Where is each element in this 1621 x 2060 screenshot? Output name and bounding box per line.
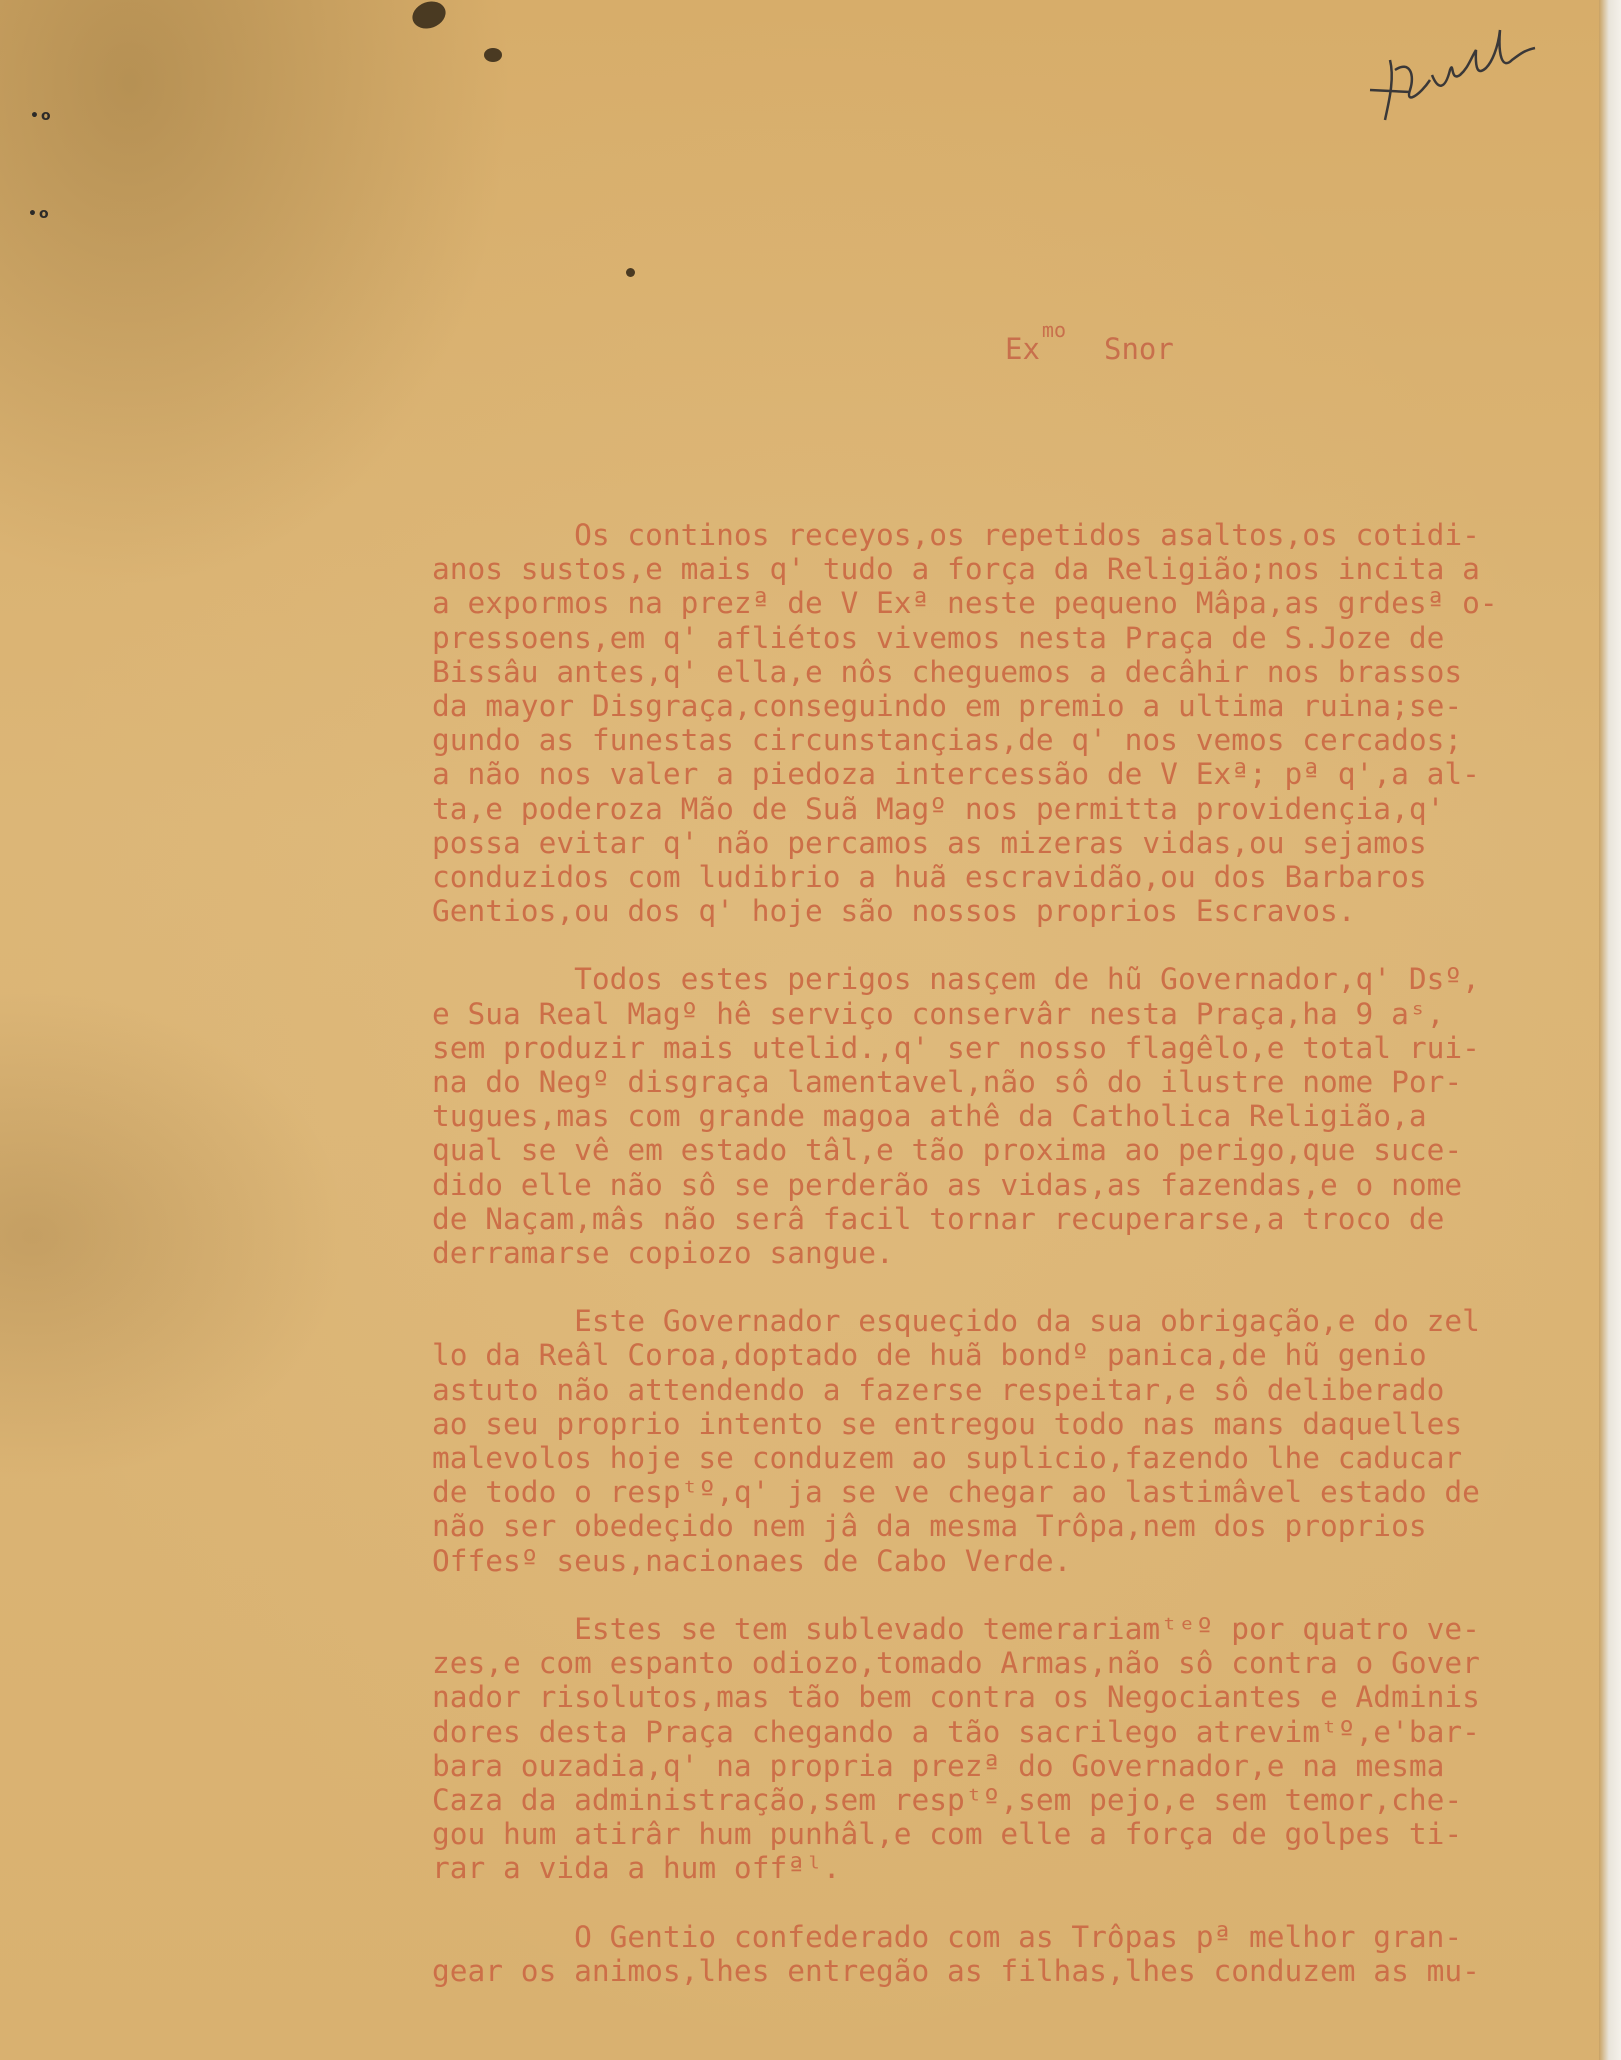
text-line: Estes se tem sublevado temerariamᵗᵉº por quatro ve- — [432, 1611, 1480, 1646]
text-line: O Gentio confederado com as Trôpas pª melhor gran- — [432, 1919, 1463, 1954]
margin-mark: •o — [28, 206, 51, 222]
text-line: dido elle não sô se perderão as vidas,as fazendas,e o nome — [432, 1167, 1463, 1202]
text-line: pressoens,em q' afliétos vivemos nesta Praça de S.Joze de — [432, 620, 1445, 655]
text-line: e Sua Real Magº hê serviço conservâr nesta Praça,ha 9 aˢ, — [432, 996, 1445, 1031]
text-line: lo da Reâl Coroa,doptado de huã bondº panica,de hũ genio — [432, 1338, 1427, 1373]
salutation-superscript: mo — [1041, 318, 1067, 342]
margin-mark: •o — [30, 108, 53, 124]
ink-blot — [409, 0, 450, 33]
text-line: anos sustos,e mais q' tudo a força da Religião;nos incita a — [432, 552, 1480, 587]
text-line: na do Negº disgraça lamentavel,não sô do ilustre nome Por- — [432, 1065, 1463, 1100]
ink-blot — [484, 48, 502, 62]
text-line: Este Governador esqueçido da sua obrigação,e do zel — [432, 1304, 1480, 1339]
text-line: zes,e com espanto odiozo,tomado Armas,não sô contra o Gover — [432, 1646, 1480, 1681]
text-line: rar a vida a hum offªˡ. — [432, 1851, 841, 1886]
paragraph — [432, 518, 1612, 928]
salutation-main: Ex — [1005, 332, 1040, 366]
text-line: conduzidos com ludibrio a huã escravidão,ou dos Barbaros — [432, 860, 1427, 895]
text-line: não ser obedeçido nem jâ da mesma Trôpa,nem dos proprios — [432, 1509, 1427, 1544]
text-line: gundo as funestas circunstançias,de q' nos vemos cercados; — [432, 723, 1463, 758]
text-line: gear os animos,lhes entregão as filhas,lhes conduzem as mu- — [432, 1953, 1480, 1988]
text-line: dores desta Praça chegando a tão sacrilego atrevimᵗº,e'bar- — [432, 1714, 1480, 1749]
paragraph — [432, 1612, 1612, 1886]
text-line: nador risolutos,mas tão bem contra os Negociantes e Adminis — [432, 1680, 1480, 1715]
text-line: ta,e poderoza Mão de Suã Magº nos permitta providençia,q' — [432, 791, 1445, 826]
paragraph — [432, 962, 1612, 1270]
text-line: astuto não attendendo a fazerse respeitar,e sô deliberado — [432, 1372, 1445, 1407]
paragraph — [432, 1920, 1612, 1988]
text-line: derramarse copiozo sangue. — [432, 1236, 894, 1271]
text-line: sem produzir mais utelid.,q' ser nosso flagêlo,e total rui- — [432, 1030, 1480, 1065]
text-line: possa evitar q' não percamos as mizeras vidas,ou sejamos — [432, 825, 1427, 860]
text-line: malevolos hoje se conduzem ao suplicio,fazendo lhe caducar — [432, 1441, 1463, 1476]
ink-blot — [626, 268, 635, 277]
text-line: bara ouzadia,q' na propria prezª do Governador,e na mesma — [432, 1748, 1445, 1783]
text-line: de todo o respᵗº,q' ja se ve chegar ao lastimâvel estado de — [432, 1475, 1480, 1510]
text-line: da mayor Disgraça,conseguindo em premio a ultima ruina;se- — [432, 689, 1463, 724]
text-line: ao seu proprio intento se entregou todo nas mans daquelles — [432, 1406, 1463, 1441]
text-line: Gentios,ou dos q' hoje são nossos proprios Escravos. — [432, 894, 1356, 929]
text-line: Bissâu antes,q' ella,e nôs cheguemos a decâhir nos brassos — [432, 654, 1463, 689]
text-line: Caza da administração,sem respᵗº,sem pejo,e sem temor,che- — [432, 1782, 1463, 1817]
handwritten-signature — [1350, 20, 1560, 130]
text-line: Offesº seus,nacionaes de Cabo Verde. — [432, 1543, 1072, 1578]
paragraph — [432, 1304, 1612, 1578]
text-line: Os continos receyos,os repetidos asaltos,os cotidi- — [432, 518, 1480, 552]
text-line: Todos estes perigos nasçem de hũ Governador,q' Dsº, — [432, 962, 1480, 997]
text-line: tugues,mas com grande magoa athê da Catholica Religião,a — [432, 1099, 1427, 1134]
text-line: gou hum atirâr hum punhâl,e com elle a força de golpes ti- — [432, 1817, 1463, 1852]
text-line: de Naçam,mâs não serâ facil tornar recuperarse,a troco de — [432, 1201, 1445, 1236]
text-line: qual se vê em estado tâl,e tão proxima ao perigo,que suce- — [432, 1133, 1463, 1168]
letter-body — [432, 518, 1612, 2022]
salutation — [1005, 318, 1174, 366]
text-line: a não nos valer a piedoza intercessão de V Exª; pª q',a al- — [432, 757, 1480, 792]
salutation-title: Snor — [1104, 332, 1174, 366]
text-line: a expormos na prezª de V Exª neste pequeno Mâpa,as grdesª o- — [432, 586, 1498, 621]
